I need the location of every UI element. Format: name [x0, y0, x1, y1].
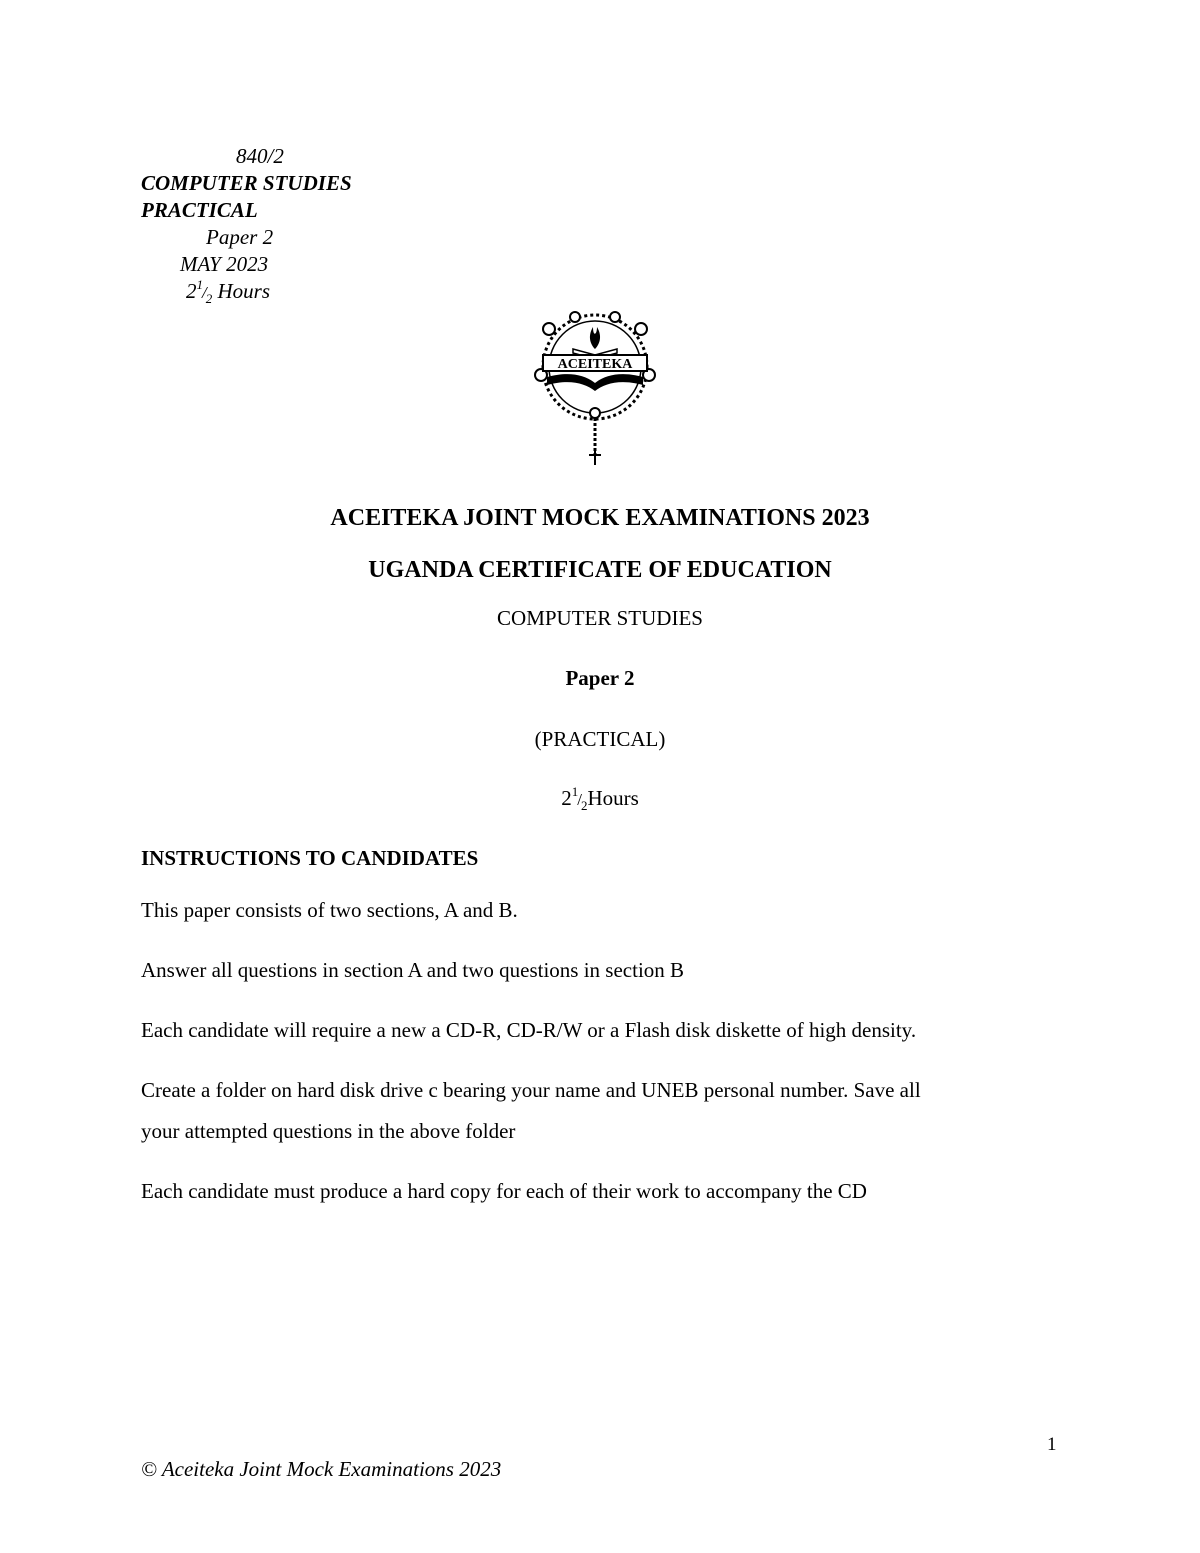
practical-title: (PRACTICAL): [534, 727, 666, 751]
duration-title-numerator: 1: [571, 784, 579, 799]
subject-title: COMPUTER STUDIES: [497, 606, 703, 630]
duration-title-whole: 2: [561, 786, 572, 810]
paper-code: 840/2: [236, 144, 284, 168]
duration-header: $2^1/_2$ Hours: [186, 277, 270, 307]
subject-header: COMPUTER STUDIES: [141, 171, 352, 195]
duration-title-denominator: 2: [580, 798, 588, 814]
paper-title: Paper 2: [565, 666, 635, 690]
logo-text: ACEITEKA: [557, 357, 633, 372]
exam-title: ACEITEKA JOINT MOCK EXAMINATIONS 2023: [330, 505, 870, 531]
certificate-title: UGANDA CERTIFICATE OF EDUCATION: [368, 557, 832, 583]
aceiteka-logo-icon: [533, 305, 657, 467]
instruction-item: Create a folder on hard disk drive c bearing your name and UNEB personal number. Save all: [141, 1078, 921, 1102]
duration-unit: Hours: [217, 279, 270, 303]
paper-number-header: Paper 2: [206, 225, 274, 249]
duration-numerator: 1: [196, 277, 203, 292]
copyright-footer: © Aceiteka Joint Mock Examinations 2023: [141, 1457, 502, 1481]
duration-whole: 2: [186, 279, 197, 303]
page-number: 1: [1047, 1434, 1057, 1455]
duration-title: $2^1/_2Hours$: [561, 784, 639, 814]
exam-date-header: MAY 2023: [180, 252, 269, 276]
instruction-item: Each candidate will require a new a CD-R, CD-R/W or a Flash disk diskette of high density.: [141, 1018, 917, 1042]
duration-denominator: 2: [205, 291, 213, 307]
instruction-item: This paper consists of two sections, A and B.: [141, 898, 518, 922]
instruction-item-continued: your attempted questions in the above folder: [141, 1119, 516, 1143]
duration-title-unit: Hours: [587, 786, 639, 810]
instruction-item: Each candidate must produce a hard copy for each of their work to accompany the CD: [141, 1179, 867, 1203]
instruction-item: Answer all questions in section A and two questions in section B: [141, 958, 685, 982]
instructions-heading: INSTRUCTIONS TO CANDIDATES: [141, 846, 479, 870]
practical-header: PRACTICAL: [141, 198, 258, 222]
